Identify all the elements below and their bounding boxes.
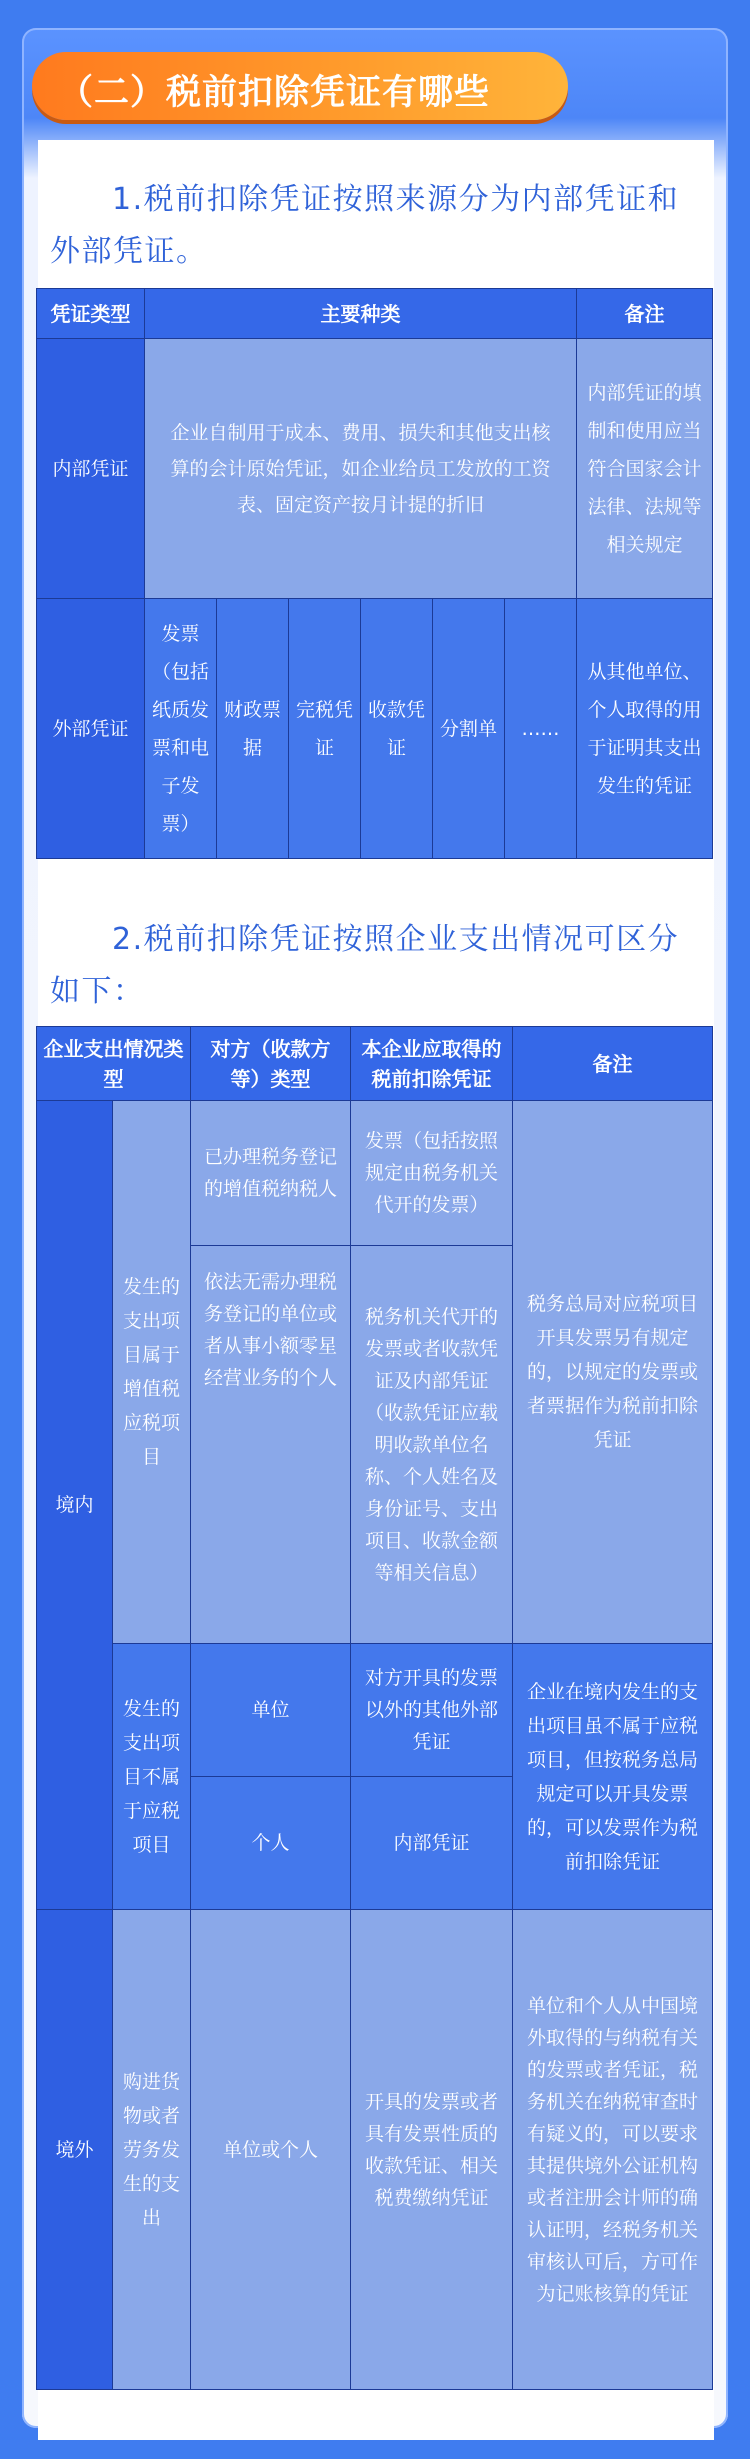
section-title: （二）税前扣除凭证有哪些	[58, 73, 491, 113]
table-voucher-source	[36, 288, 713, 859]
vat-row2-voucher-cell	[351, 1246, 513, 1644]
vat-row2-party: 依法无需办理税务登记的单位或者从事小额零星经营业务的个人	[191, 1246, 351, 1644]
overseas-voucher: 开具的发票或者具有发票性质的收款凭证、相关税费缴纳凭证	[351, 1910, 513, 2390]
non-vat-row2-voucher: 内部凭证	[351, 1777, 513, 1910]
header-expense-type: 企业支出情况类型	[37, 1027, 191, 1101]
vat-item-note: 税务总局对应税项目开具发票另有规定的，以规定的发票或者票据作为税前扣除凭证	[513, 1101, 713, 1644]
header-note: 备注	[577, 289, 713, 339]
external-kind-fiscal-bill: 财政票据	[217, 599, 289, 859]
internal-voucher-note: 内部凭证的填制和使用应当符合国家会计法律、法规等相关规定	[577, 339, 713, 599]
external-kind-more: ……	[505, 599, 577, 859]
header-main-kinds: 主要种类	[145, 289, 577, 339]
non-vat-row1-party: 单位	[191, 1644, 351, 1777]
header-remarks: 备注	[513, 1027, 713, 1101]
header-party-type: 对方（收款方等）类型	[191, 1027, 351, 1101]
vat-row1-voucher: 发票（包括按照规定由税务机关代开的发票）	[351, 1101, 513, 1246]
external-kind-invoice: 发票（包括纸质发票和电子发票）	[145, 599, 217, 859]
paragraph-2: 2.税前扣除凭证按照企业支出情况可区分如下：	[50, 922, 680, 1009]
vat-item-label: 发生的支出项目属于增值税应税项目	[113, 1101, 191, 1644]
vat-row1-party: 已办理税务登记的增值税纳税人	[191, 1101, 351, 1246]
vat-row2-voucher-note: （收款凭证应载明收款单位名称、个人姓名及身份证号、支出项目、收款金额等相关信息）	[364, 1401, 498, 1584]
non-vat-item-label: 发生的支出项目不属于应税项目	[113, 1644, 191, 1910]
internal-voucher-kinds: 企业自制用于成本、费用、损失和其他支出核算的会计原始凭证，如企业给员工发放的工资表、固定资产按月计提的折旧	[145, 339, 577, 599]
overseas-item: 购进货物或者劳务发生的支出	[113, 1910, 191, 2390]
header-voucher-type: 凭证类型	[37, 289, 145, 339]
header-voucher-required: 本企业应取得的税前扣除凭证	[351, 1027, 513, 1101]
external-kind-tax-certificate: 完税凭证	[289, 599, 361, 859]
external-voucher-label: 外部凭证	[37, 599, 145, 859]
overseas-label: 境外	[37, 1910, 113, 2390]
external-voucher-note: 从其他单位、个人取得的用于证明其支出发生的凭证	[577, 599, 713, 859]
non-vat-row1-voucher: 对方开具的发票以外的其他外部凭证	[351, 1644, 513, 1777]
external-kind-receipt: 收款凭证	[361, 599, 433, 859]
section-title-pill	[32, 52, 568, 120]
internal-voucher-label: 内部凭证	[37, 339, 145, 599]
non-vat-row2-party: 个人	[191, 1777, 351, 1910]
overseas-note: 单位和个人从中国境外取得的与纳税有关的发票或者凭证，税务机关在纳税审查时有疑义的，可以要求其提供境外公证机构或者注册会计师的确认证明，经税务机关审核认可后，方可作为记账核算的凭证	[513, 1910, 713, 2390]
table-expense-situation	[36, 1026, 713, 2390]
overseas-party: 单位或个人	[191, 1910, 351, 2390]
domestic-label: 境内	[37, 1101, 113, 1910]
vat-row2-voucher: 税务机关代开的发票或者收款凭证及内部凭证	[364, 1305, 498, 1392]
paragraph-1: 1.税前扣除凭证按照来源分为内部凭证和外部凭证。	[50, 182, 680, 269]
non-vat-item-note: 企业在境内发生的支出项目虽不属于应税项目，但按税务总局规定可以开具发票的，可以发票作为税前扣除凭证	[513, 1644, 713, 1910]
external-kind-split-bill: 分割单	[433, 599, 505, 859]
